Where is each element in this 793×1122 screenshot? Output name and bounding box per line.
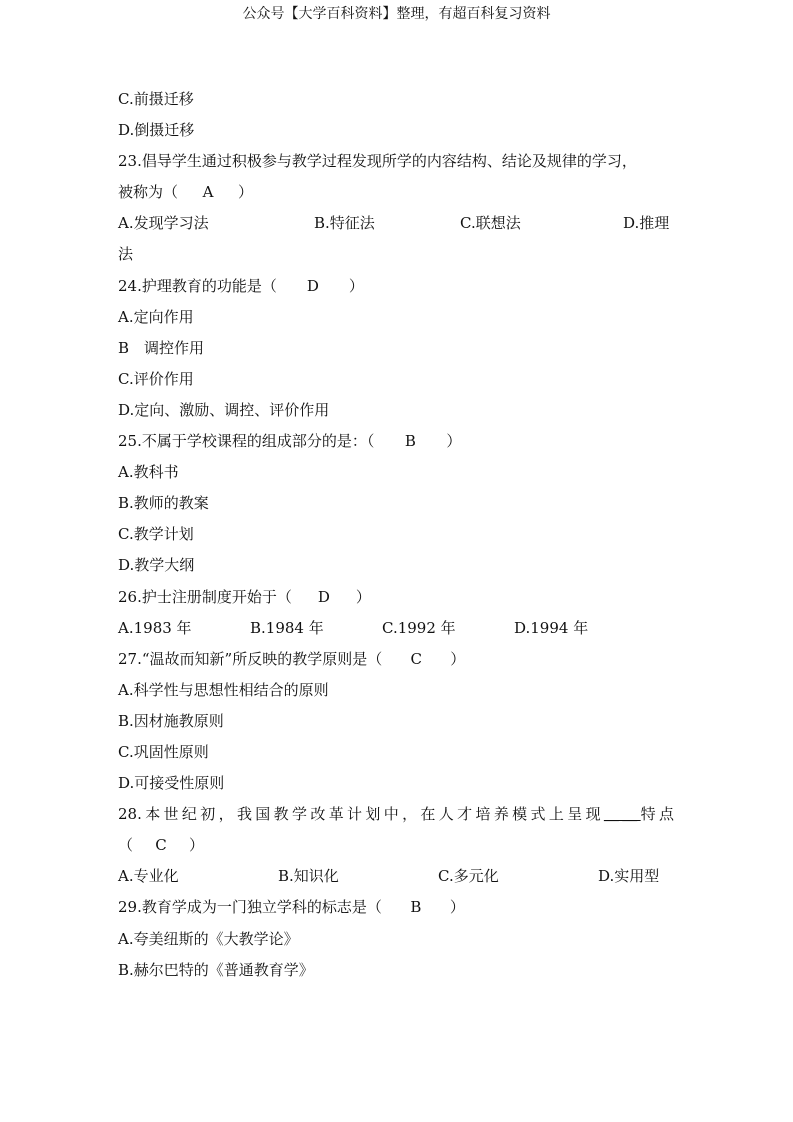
q25-answer: B [404, 432, 416, 451]
q26-answer: D [317, 587, 330, 606]
q25-stem-suffix: ） [446, 432, 462, 451]
q24-stem-prefix: 24.护理教育的功能是（ [118, 276, 277, 295]
q28-option-d: D.实用型 [598, 867, 660, 886]
q26-option-c: C.1992 年 [382, 618, 456, 637]
q28-option-a: A.专业化 [118, 867, 179, 886]
q26-stem-prefix: 26.护士注册制度开始于（ [118, 587, 292, 606]
q24-option-c: C.评价作用 [118, 369, 194, 388]
q29-option-a: A.夸美纽斯的《大教学论》 [118, 929, 299, 948]
q24-answer: D [306, 276, 319, 295]
q27-stem [118, 644, 678, 675]
q26-options [118, 613, 678, 644]
q22-option-d: D.倒摄迁移 [118, 121, 195, 140]
q23-stem-prefix: 被称为（ [118, 183, 179, 202]
q22-option-c: C.前摄迁移 [118, 90, 194, 108]
q24-stem-suffix: ） [348, 276, 364, 295]
question-list [118, 84, 678, 986]
q28-stem-suffix: 特点 [640, 805, 674, 824]
q23-stem-suffix: ） [238, 183, 254, 202]
q23-answer: A [202, 183, 214, 202]
q29-stem-prefix: 29.教育学成为一门独立学科的标志是（ [118, 898, 382, 917]
q26-stem-suffix: ） [355, 587, 371, 606]
page-header: 公众号【大学百科资料】整理，有超百科复习资料 [242, 6, 551, 22]
q23-option-b: B.特征法 [314, 214, 375, 233]
q25-option-a: A.教科书 [118, 463, 179, 482]
q26-stem [118, 582, 678, 613]
q25-option-d: D.教学大纲 [118, 556, 195, 575]
q24-option-a: A.定向作用 [118, 307, 194, 326]
q25-option-b: B.教师的教案 [118, 494, 209, 513]
q29-option-b: B.赫尔巴特的《普通教育学》 [118, 960, 314, 979]
q28-stem-line1 [118, 799, 674, 830]
q23-option-a: A.发现学习法 [118, 214, 209, 233]
q26-option-d: D.1994 年 [514, 618, 589, 637]
q25-stem-prefix: 25.不属于学校课程的组成部分的是：（ [118, 432, 375, 451]
q27-option-b: B.因材施教原则 [118, 711, 224, 730]
q25-option-c: C.教学计划 [118, 525, 194, 544]
q28-blank: ＿＿ [603, 805, 641, 824]
q28-stem-prefix: 28.本世纪初，我国教学改革计划中，在人才培养模式上呈现 [118, 805, 604, 824]
q24-option-d: D.定向、激励、调控、评价作用 [118, 400, 330, 419]
q27-option-c: C.巩固性原则 [118, 742, 209, 761]
q28-options [118, 861, 678, 892]
q23-option-d: D.推理 [623, 214, 670, 233]
q26-option-a: A.1983 年 [118, 618, 192, 637]
q26-option-b: B.1984 年 [250, 618, 324, 637]
q27-answer: C [410, 649, 422, 668]
q28-paren-close: ） [189, 836, 205, 855]
q25-stem [118, 426, 678, 457]
q27-option-a: A.科学性与思想性相结合的原则 [118, 680, 329, 699]
q23-option-d-continued: 法 [118, 245, 134, 264]
q23-stem-line2 [118, 177, 678, 208]
q29-stem-suffix: ） [449, 898, 465, 917]
q24-option-b: B 调控作用 [118, 338, 205, 357]
q27-option-d: D.可接受性原则 [118, 774, 225, 793]
q27-stem-suffix: ） [450, 649, 466, 668]
q23-options [118, 208, 678, 239]
q29-stem [118, 892, 678, 923]
q29-answer: B [410, 898, 422, 917]
q27-stem-prefix: 27.“温故而知新”所反映的教学原则是（ [118, 649, 383, 668]
q28-paren-open: （ [118, 836, 134, 855]
q28-answer: C [155, 836, 167, 855]
q28-stem-line2 [118, 830, 678, 861]
q23-option-c: C.联想法 [460, 214, 521, 233]
q23-stem-line1: 23.倡导学生通过积极参与教学过程发现所学的内容结构、结论及规律的学习， [118, 152, 637, 171]
q28-option-c: C.多元化 [438, 867, 499, 886]
q28-option-b: B.知识化 [278, 867, 339, 886]
q24-stem [118, 271, 678, 302]
